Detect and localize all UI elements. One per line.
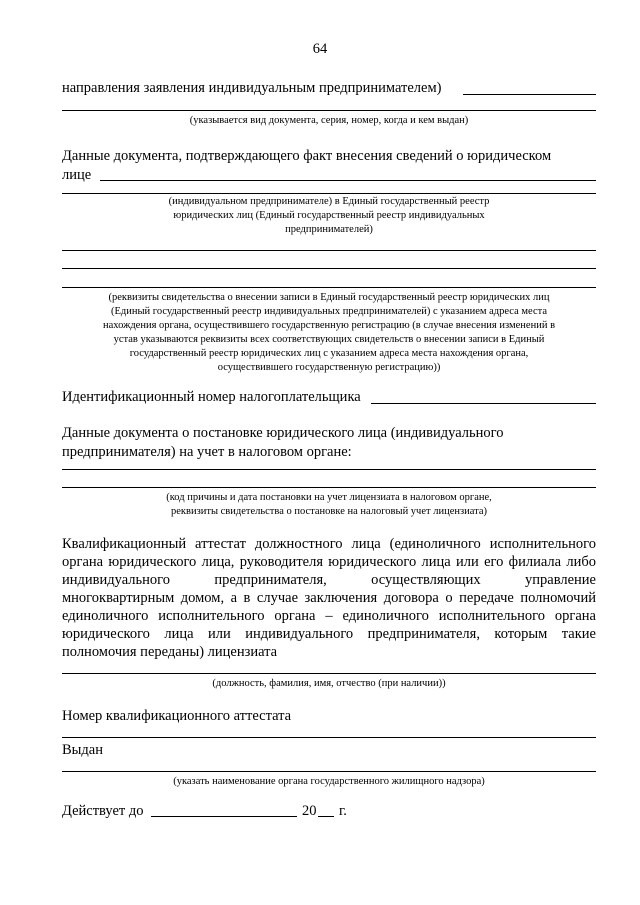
registration-details-hint-line1: (реквизиты свидетельства о внесении записи в Единый государственный реестр юридических лиц	[108, 292, 550, 303]
registration-details-hint-line6: осуществившего государственную регистрацию))	[217, 362, 441, 373]
registration-details-fill-line-2[interactable]	[62, 268, 596, 269]
document-type-continuation-text: направления заявления индивидуальным предпринимателем)	[62, 80, 442, 96]
document-type-fill-line[interactable]	[62, 110, 596, 111]
registry-record-fill-line-2[interactable]	[62, 193, 596, 194]
document-type-fill-line-short[interactable]	[463, 94, 596, 95]
valid-until-year-fill-line[interactable]	[318, 816, 334, 817]
registry-record-hint-line2: юридических лиц (Единый государственный реестр индивидуальных	[173, 210, 485, 221]
registration-details-hint-line5: государственный реестр юридических лиц с указанием адреса места нахождения органа,	[129, 348, 529, 359]
issued-by-hint: (указать наименование органа государственного жилищного надзора)	[173, 776, 485, 787]
qualification-paragraph-line: органа юридического лица, руководителя юридического лица или его филиала либо	[62, 554, 596, 570]
taxpayer-id-fill-line[interactable]	[371, 403, 596, 404]
registry-record-fill-line-1[interactable]	[100, 180, 596, 181]
qualification-certificate-paragraph	[62, 535, 596, 661]
official-name-hint: (должность, фамилия, имя, отчество (при наличии))	[212, 678, 446, 689]
issued-by-fill-line[interactable]	[62, 771, 596, 772]
official-name-fill-line[interactable]	[62, 673, 596, 674]
valid-until-label: Действует до	[62, 803, 144, 819]
registration-details-fill-line-1[interactable]	[62, 250, 596, 251]
registry-record-heading-line1: Данные документа, подтверждающего факт внесения сведений о юридическом	[62, 148, 552, 164]
registry-record-hint-line3: предпринимателей)	[285, 224, 373, 235]
qualification-paragraph-line: индивидуального предпринимателя, осуществляющих управление	[62, 572, 596, 588]
registration-details-fill-line-3[interactable]	[62, 287, 596, 288]
certificate-number-fill-line[interactable]	[62, 737, 596, 738]
tax-registration-fill-line-1[interactable]	[62, 469, 596, 470]
tax-registration-hint-line1: (код причины и дата постановки на учет лицензиата в налоговом органе,	[166, 492, 492, 503]
registration-details-hint-line3: нахождения органа, осуществившего государственную регистрацию (в случае внесения изменений в	[102, 320, 556, 331]
valid-until-date-fill-line[interactable]	[151, 816, 297, 817]
qualification-paragraph-line: многоквартирным домом, а в случае заключения договора о передаче полномочий	[62, 590, 596, 606]
registration-details-hint-line4: устав указываются реквизиты всех соответствующих свидетельств о внесении записи в Единый	[113, 334, 545, 345]
tax-registration-fill-line-2[interactable]	[62, 487, 596, 488]
valid-until-year-suffix: г.	[339, 803, 347, 819]
registry-record-heading-line2: лице	[62, 167, 92, 183]
registry-record-hint-line1: (индивидуальном предпринимателе) в Единый государственный реестр	[168, 196, 490, 207]
qualification-paragraph-line: Квалификационный аттестат должностного лица (единоличного исполнительного	[62, 536, 596, 552]
qualification-paragraph-line: полномочия переданы) лицензиата	[62, 644, 278, 660]
tax-registration-hint-line2: реквизиты свидетельства о постановке на налоговый учет лицензиата)	[171, 506, 487, 517]
qualification-paragraph-line: единоличного исполнительного органа – единоличного исполнительного органа	[62, 608, 596, 624]
taxpayer-id-label: Идентификационный номер налогоплательщика	[62, 389, 361, 405]
qualification-paragraph-line: юридического лица или индивидуального предпринимателя, которым такие	[62, 626, 596, 642]
tax-registration-heading-line2: предпринимателя) на учет в налоговом органе:	[62, 444, 352, 460]
tax-registration-heading-line1: Данные документа о постановке юридического лица (индивидуального	[62, 425, 504, 441]
issued-by-label: Выдан	[62, 742, 103, 758]
valid-until-year-prefix: 20	[302, 803, 317, 819]
registration-details-hint-line2: (Единый государственный реестр индивидуальных предпринимателей) с указанием адреса места	[111, 306, 547, 317]
page-number: 64	[312, 41, 328, 57]
document-type-hint: (указывается вид документа, серия, номер, когда и кем выдан)	[189, 115, 469, 126]
certificate-number-label: Номер квалификационного аттестата	[62, 708, 292, 724]
